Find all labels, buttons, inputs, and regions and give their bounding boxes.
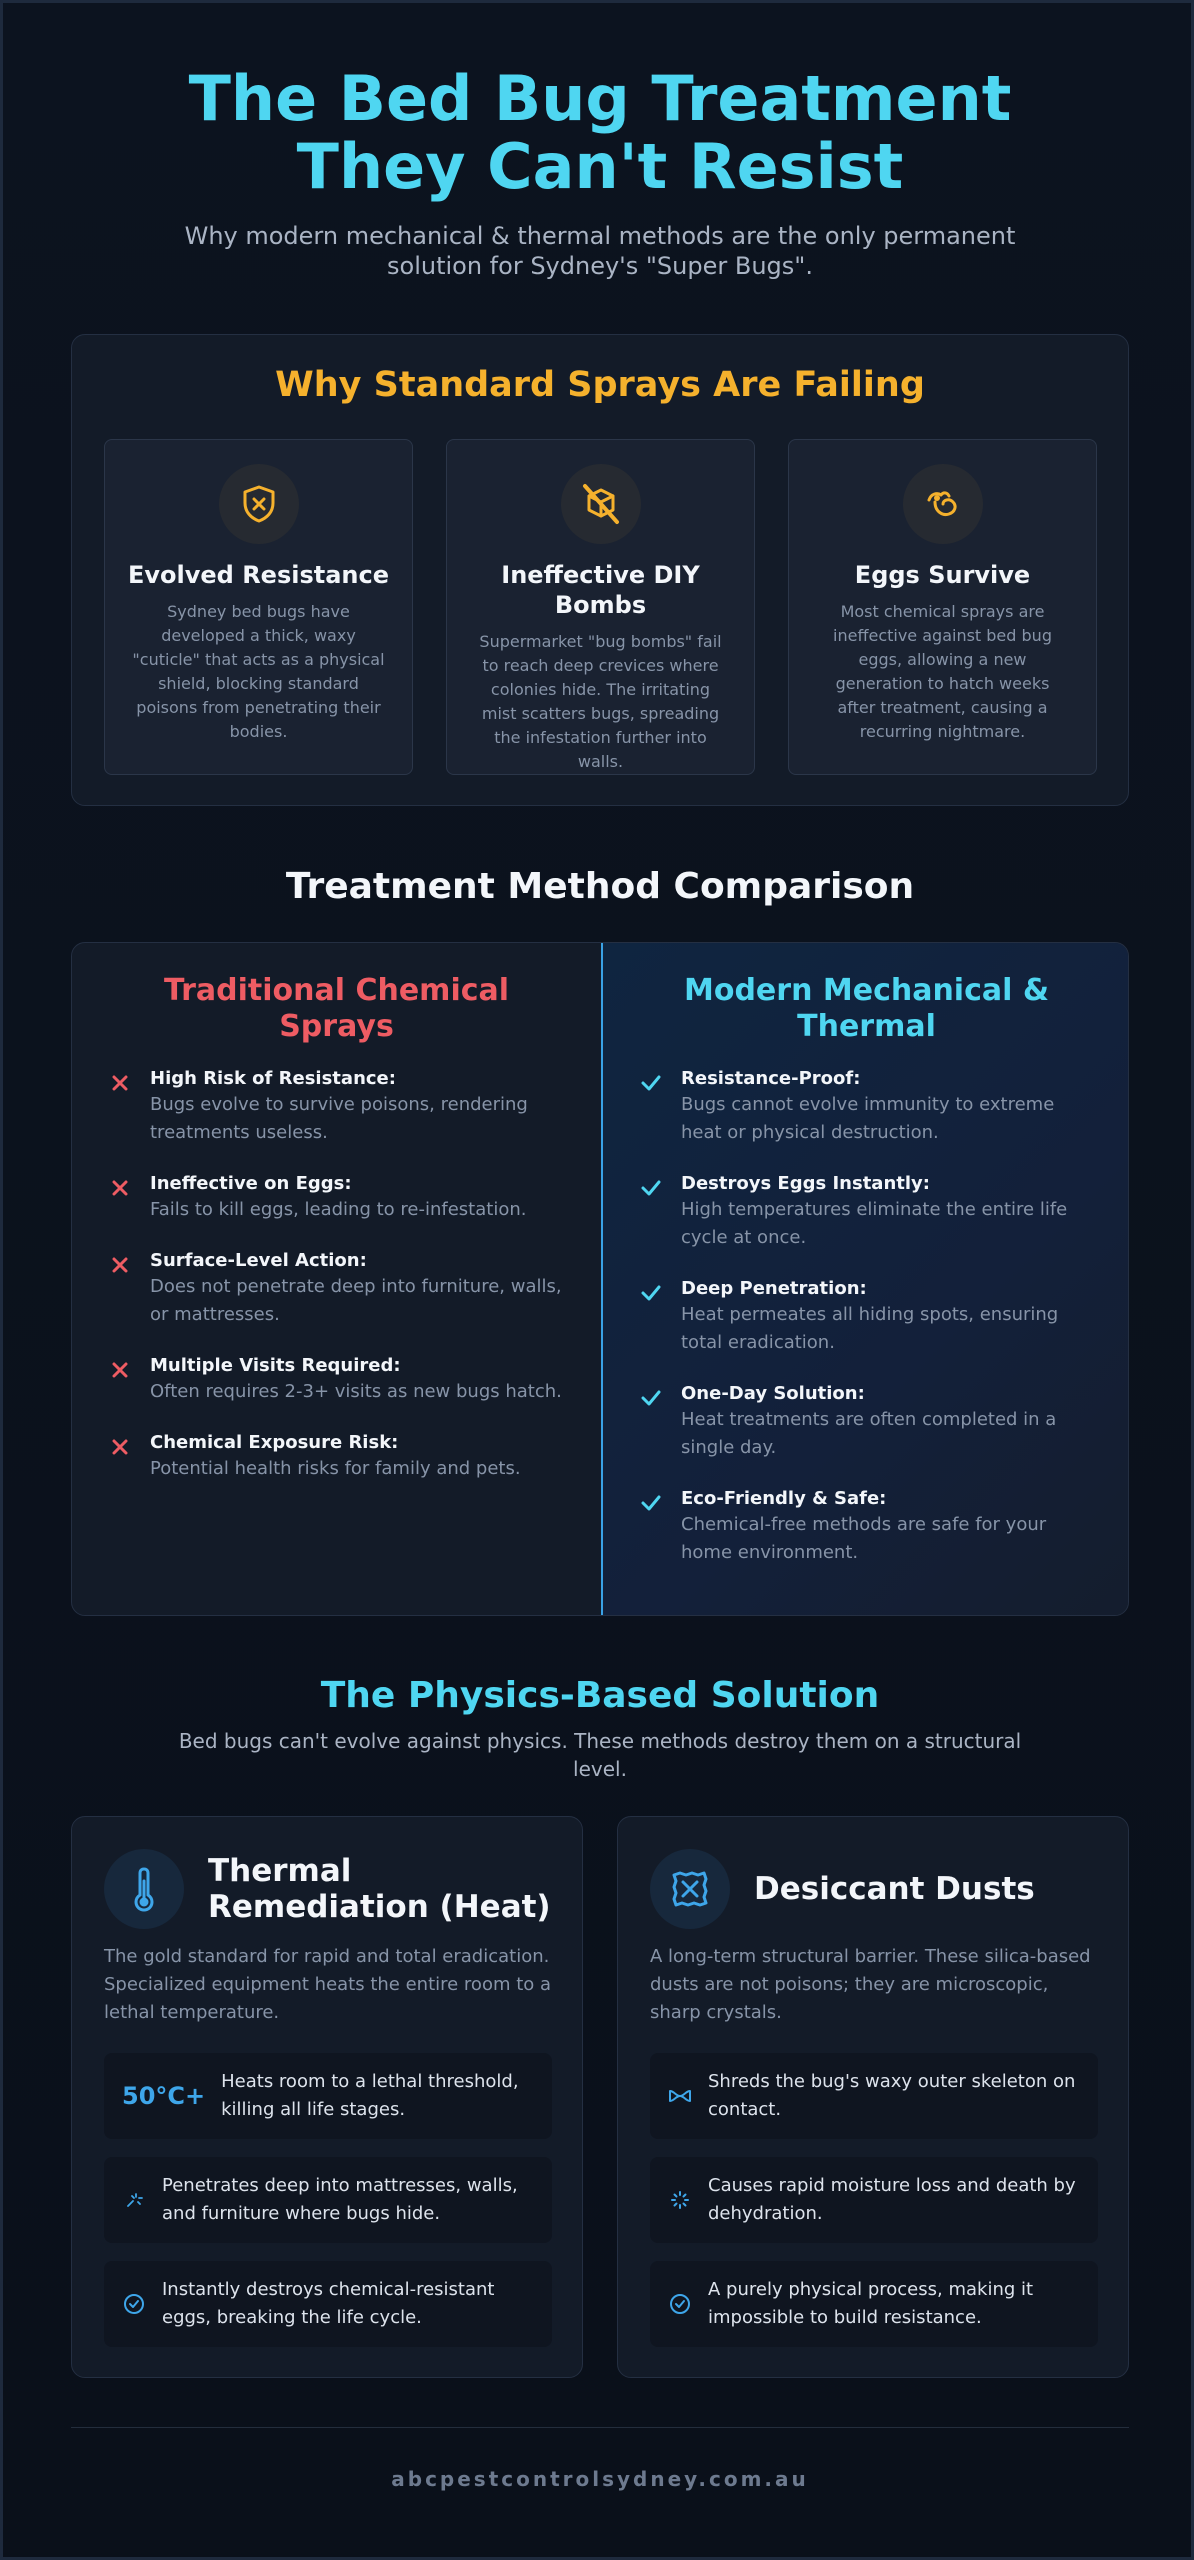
item-text: Heat permeates all hiding spots, ensuring total eradication. [681,1304,1059,1353]
desiccant-dusts-card [617,1816,1129,2378]
problem-card-eggs [788,439,1097,775]
card-text: Most chemical sprays are ineffective against bed bug eggs, allowing a new generation to hatch weeks after treatment, causing a recurring nightmare. [833,602,1052,741]
list-item [639,1382,1098,1462]
egg-hatch-icon [903,464,983,544]
modern-list [639,1067,1098,1567]
comparison-title: Treatment Method Comparison [285,866,915,907]
temperature-value: 50°C+ [122,2082,206,2110]
modern-column [601,943,1129,1615]
loader-icon [668,2190,692,2210]
cross-icon [108,1176,132,1200]
card-title: Eggs Survive [854,561,1031,589]
check-icon [639,1491,663,1515]
cross-icon [108,1435,132,1459]
item-title: Multiple Visits Required: [150,1355,401,1376]
card-title: Desiccant Dusts [754,1871,1035,1907]
list-item [639,1172,1098,1252]
comparison-table [71,942,1129,1616]
check-circle-icon [668,2293,692,2315]
item-title: Surface-Level Action: [150,1250,367,1271]
shield-x-icon [219,464,299,544]
physics-subtitle: Bed bugs can't evolve against physics. These methods destroy them on a structural level. [178,1729,1022,1781]
page-title: The Bed Bug Treatment They Can't Resist [188,62,1012,203]
list-item [639,1277,1098,1357]
check-icon [639,1386,663,1410]
item-text: Often requires 2-3+ visits as new bugs hatch. [150,1381,562,1402]
item-title: Resistance-Proof: [681,1068,861,1089]
sparkle-icon [122,2190,146,2210]
feature-text: Heats room to a lethal threshold, killing all life stages. [221,2071,519,2120]
item-text: Does not penetrate deep into furniture, walls, or mattresses. [150,1276,562,1325]
feature-text: A purely physical process, making it impossible to build resistance. [708,2279,1034,2328]
list-item [108,1067,569,1147]
hero [3,62,1194,281]
feature-row [104,2053,552,2139]
thermal-remediation-card [71,1816,583,2378]
item-title: Ineffective on Eggs: [150,1173,352,1194]
feature-row [104,2157,552,2243]
item-text: Bugs cannot evolve immunity to extreme heat or physical destruction. [681,1094,1055,1143]
check-circle-icon [122,2293,146,2315]
traditional-column [72,943,601,1615]
cross-icon [108,1358,132,1382]
why-sprays-fail-section [71,334,1129,806]
item-title: Destroys Eggs Instantly: [681,1173,930,1194]
section-heading: Why Standard Sprays Are Failing [275,365,925,405]
feature-row [104,2261,552,2347]
list-item [108,1431,569,1483]
list-item [639,1487,1098,1567]
feature-text: Penetrates deep into mattresses, walls, and furniture where bugs hide. [162,2175,518,2224]
item-text: High temperatures eliminate the entire life cycle at once. [681,1199,1068,1248]
footer-website: abcpestcontrolsydney.com.au [391,2467,809,2491]
item-text: Chemical-free methods are safe for your home environment. [681,1514,1047,1563]
thermometer-icon [104,1849,184,1929]
card-header [650,1849,1108,1929]
item-text: Potential health risks for family and pets. [150,1458,521,1479]
check-icon [639,1071,663,1095]
item-text: Bugs evolve to survive poisons, rendering treatments useless. [150,1094,528,1143]
card-text: Sydney bed bugs have developed a thick, waxy "cuticle" that acts as a physical shield, blocking standard poisons from penetrating their bodies. [132,602,385,741]
feature-text: Causes rapid moisture loss and death by dehydration. [708,2175,1076,2224]
feature-text: Instantly destroys chemical-resistant eggs, breaking the life cycle. [162,2279,495,2328]
item-title: Eco-Friendly & Safe: [681,1488,887,1509]
item-title: Chemical Exposure Risk: [150,1432,399,1453]
feature-text: Shreds the bug's waxy outer skeleton on contact. [708,2071,1076,2120]
list-item [108,1249,569,1329]
check-icon [639,1281,663,1305]
feature-row [650,2157,1098,2243]
cross-icon [108,1253,132,1277]
list-item [639,1067,1098,1147]
item-title: One-Day Solution: [681,1383,865,1404]
problem-card-diy-bombs [446,439,755,775]
card-description: A long-term structural barrier. These silica-based dusts are not poisons; they are microscopic, sharp crystals. [650,1946,1091,2023]
footer-divider [71,2427,1129,2428]
list-item [108,1172,569,1224]
problem-card-resistance [104,439,413,775]
crystal-x-icon [650,1849,730,1929]
item-title: Deep Penetration: [681,1278,867,1299]
bomb-crossed-icon [561,464,641,544]
card-title: Evolved Resistance [127,561,390,589]
traditional-list [108,1067,569,1483]
item-title: High Risk of Resistance: [150,1068,396,1089]
item-text: Heat treatments are often completed in a single day. [681,1409,1057,1458]
list-item [108,1354,569,1406]
check-icon [639,1176,663,1200]
card-title: Ineffective DIY Bombs [501,561,700,619]
feature-row [650,2261,1098,2347]
card-description: The gold standard for rapid and total eradication. Specialized equipment heats the entire room to a lethal temperature. [104,1946,552,2023]
bandage-icon [668,2087,692,2105]
feature-row [650,2053,1098,2139]
modern-heading: Modern Mechanical & Thermal [683,973,1050,1044]
traditional-heading: Traditional Chemical Sprays [163,973,510,1044]
item-text: Fails to kill eggs, leading to re-infestation. [150,1199,527,1220]
physics-title: The Physics-Based Solution [320,1675,880,1716]
cross-icon [108,1071,132,1095]
card-title: Thermal Remediation (Heat) [208,1853,551,1925]
page-subtitle: Why modern mechanical & thermal methods are the only permanent solution for Sydney's "Super Bugs". [184,222,1016,280]
card-header [104,1849,562,1929]
card-text: Supermarket "bug bombs" fail to reach deep crevices where colonies hide. The irritating mist scatters bugs, spreading the infestation further into walls. [479,632,722,771]
